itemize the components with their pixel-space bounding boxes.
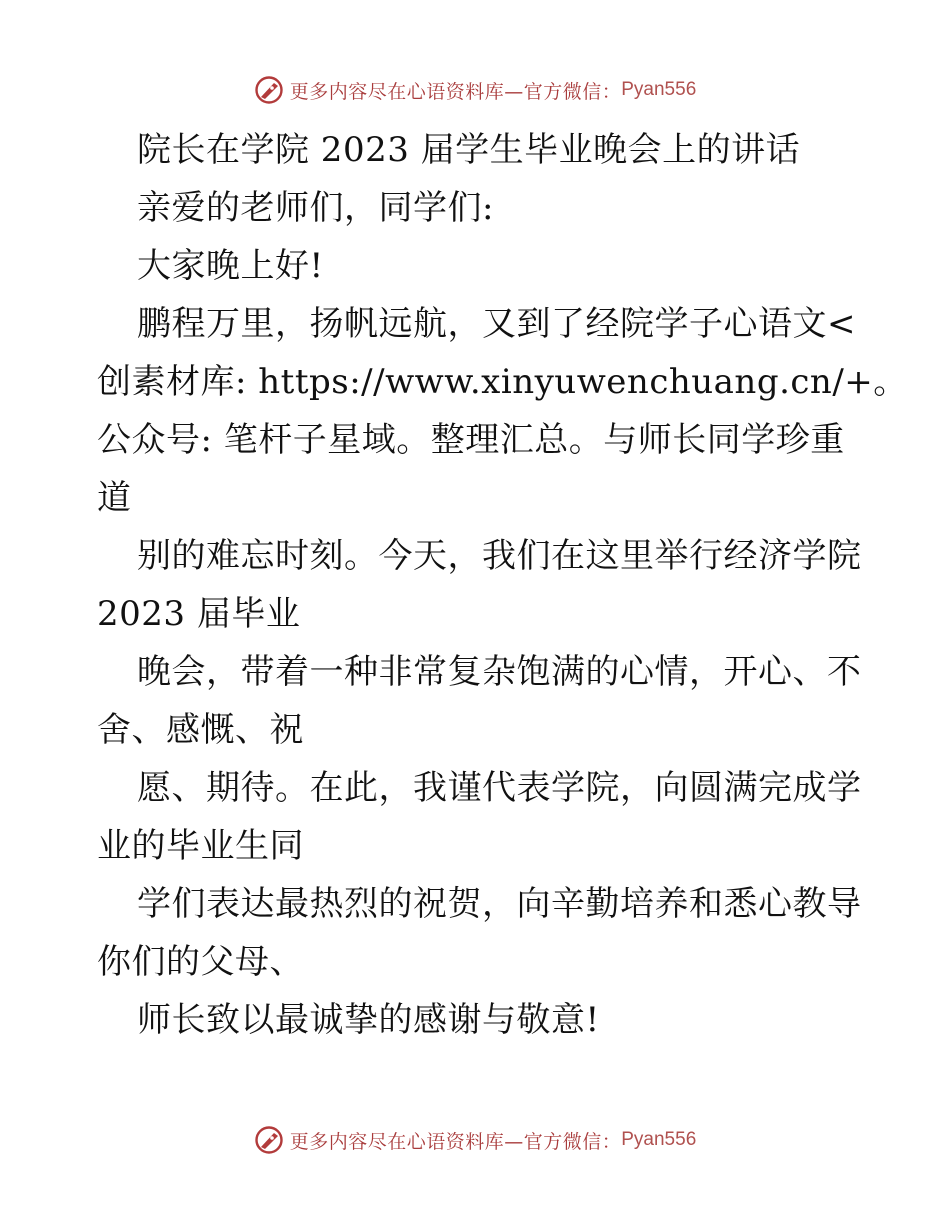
body-line: 你们的父母、 xyxy=(97,942,304,982)
body-line: 鹏程万里，扬帆远航，又到了经院学子心语文< xyxy=(137,304,856,344)
body-line: 业的毕业生同 xyxy=(97,826,304,866)
body-line: 师长致以最诚挚的感谢与敬意! xyxy=(137,1000,600,1040)
body-line: 学们表达最热烈的祝贺，向辛勤培养和悉心教导 xyxy=(137,884,862,924)
footer-watermark xyxy=(0,1120,950,1160)
body-line: 舍、感慨、祝 xyxy=(97,710,304,750)
body-line: 愿、期待。在此，我谨代表学院，向圆满完成学 xyxy=(137,768,862,808)
pen-nib-circle-icon xyxy=(254,75,284,105)
greeting: 大家晚上好! xyxy=(137,246,324,286)
header-watermark xyxy=(0,70,950,110)
body-line: 2023 届毕业 xyxy=(97,594,301,634)
watermark-handle: Pyan556 xyxy=(621,79,697,100)
body-line: 别的难忘时刻。今天，我们在这里举行经济学院 xyxy=(137,536,862,576)
salutation: 亲爱的老师们，同学们: xyxy=(137,188,494,228)
watermark-handle: Pyan556 xyxy=(621,1129,697,1150)
body-line: 创素材库: https://www.xinyuwenchuang.cn/+。 xyxy=(97,362,908,402)
document-body xyxy=(97,121,908,1049)
body-line: 公众号: 笔杆子星域。整理汇总。与师长同学珍重 xyxy=(97,420,845,460)
pen-nib-circle-icon xyxy=(254,1125,284,1155)
watermark-text: 更多内容尽在心语资料库—官方微信： xyxy=(289,80,622,103)
speech-title: 院长在学院 2023 届学生毕业晚会上的讲话 xyxy=(137,130,801,170)
body-line: 道 xyxy=(97,478,132,518)
body-line: 晚会，带着一种非常复杂饱满的心情，开心、不 xyxy=(137,652,862,692)
watermark-text: 更多内容尽在心语资料库—官方微信： xyxy=(289,1130,622,1153)
